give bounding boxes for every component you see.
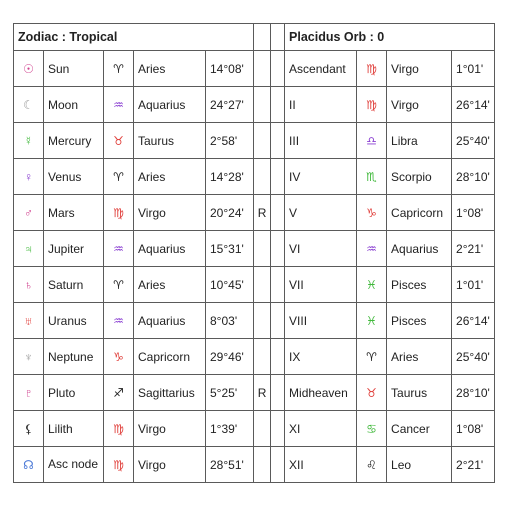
house-name: VII (285, 267, 357, 303)
house-sign-name: Pisces (387, 267, 452, 303)
house-degree: 28°10' (452, 159, 495, 195)
leo-icon: ♌ (357, 447, 387, 483)
house-sign-name: Aquarius (387, 231, 452, 267)
separator-cell (271, 231, 285, 267)
table-row (14, 123, 495, 159)
zodiac-title: Zodiac : Tropical (14, 24, 254, 51)
astrology-chart-table (13, 23, 495, 483)
house-sign-name: Cancer (387, 411, 452, 447)
cancer-icon: ♋ (357, 411, 387, 447)
sign-name: Virgo (134, 447, 206, 483)
sign-name: Aries (134, 267, 206, 303)
sun-icon: ☉ (14, 51, 44, 87)
planet-degree: 14°08' (206, 51, 254, 87)
table-row (14, 87, 495, 123)
virgo-icon: ♍ (357, 51, 387, 87)
ascending-node-icon: ☊ (14, 447, 44, 483)
house-name: XI (285, 411, 357, 447)
sign-name: Aries (134, 159, 206, 195)
table-row (14, 411, 495, 447)
uranus-icon: ♅ (14, 303, 44, 339)
retrograde-marker (254, 267, 271, 303)
house-degree: 1°08' (452, 195, 495, 231)
house-sign-name: Aries (387, 339, 452, 375)
table-row (14, 231, 495, 267)
sign-name: Sagittarius (134, 375, 206, 411)
house-name: II (285, 87, 357, 123)
house-degree: 1°01' (452, 51, 495, 87)
planet-degree: 5°25' (206, 375, 254, 411)
moon-icon: ☾ (14, 87, 44, 123)
aquarius-icon: ♒ (357, 231, 387, 267)
scorpio-icon: ♏ (357, 159, 387, 195)
house-degree: 26°14' (452, 303, 495, 339)
sign-name: Aquarius (134, 231, 206, 267)
separator-cell (271, 339, 285, 375)
planet-degree: 10°45' (206, 267, 254, 303)
planet-degree: 24°27' (206, 87, 254, 123)
house-name: XII (285, 447, 357, 483)
house-degree: 1°08' (452, 411, 495, 447)
planet-name: Moon (44, 87, 104, 123)
sign-name: Aquarius (134, 87, 206, 123)
planet-name: Lilith (44, 411, 104, 447)
virgo-icon: ♍ (104, 195, 134, 231)
libra-icon: ♎ (357, 123, 387, 159)
planet-name: Mars (44, 195, 104, 231)
table-row (14, 51, 495, 87)
table-row (14, 447, 495, 483)
retrograde-marker (254, 303, 271, 339)
aquarius-icon: ♒ (104, 231, 134, 267)
house-name: IV (285, 159, 357, 195)
pisces-icon: ♓ (357, 303, 387, 339)
table-row (14, 267, 495, 303)
house-sign-name: Scorpio (387, 159, 452, 195)
house-sign-name: Leo (387, 447, 452, 483)
planet-name: Saturn (44, 267, 104, 303)
planet-degree: 1°39' (206, 411, 254, 447)
separator-cell (271, 51, 285, 87)
planet-degree: 28°51' (206, 447, 254, 483)
retrograde-marker (254, 87, 271, 123)
house-name: III (285, 123, 357, 159)
taurus-icon: ♉ (357, 375, 387, 411)
retrograde-marker: R (254, 195, 271, 231)
pisces-icon: ♓ (357, 267, 387, 303)
planet-name: Pluto (44, 375, 104, 411)
table-row (14, 375, 495, 411)
house-degree: 25°40' (452, 339, 495, 375)
sign-name: Virgo (134, 195, 206, 231)
house-degree: 26°14' (452, 87, 495, 123)
virgo-icon: ♍ (357, 87, 387, 123)
sign-name: Aquarius (134, 303, 206, 339)
house-sign-name: Pisces (387, 303, 452, 339)
sagittarius-icon: ♐ (104, 375, 134, 411)
neptune-icon: ♆ (14, 339, 44, 375)
aquarius-icon: ♒ (104, 87, 134, 123)
house-degree: 28°10' (452, 375, 495, 411)
house-sign-name: Virgo (387, 87, 452, 123)
retrograde-marker: R (254, 375, 271, 411)
planet-degree: 8°03' (206, 303, 254, 339)
separator-cell (271, 24, 285, 51)
sign-name: Capricorn (134, 339, 206, 375)
house-name: V (285, 195, 357, 231)
virgo-icon: ♍ (104, 411, 134, 447)
retrograde-marker (254, 447, 271, 483)
retrograde-marker (254, 123, 271, 159)
mercury-icon: ☿ (14, 123, 44, 159)
planet-name: Neptune (44, 339, 104, 375)
planet-degree: 20°24' (206, 195, 254, 231)
virgo-icon: ♍ (104, 447, 134, 483)
separator-cell (271, 267, 285, 303)
taurus-icon: ♉ (104, 123, 134, 159)
saturn-icon: ♄ (14, 267, 44, 303)
separator-cell (271, 411, 285, 447)
sign-name: Taurus (134, 123, 206, 159)
separator-cell (271, 447, 285, 483)
retrograde-marker (254, 339, 271, 375)
separator-cell (271, 303, 285, 339)
pluto-icon: ♇ (14, 375, 44, 411)
house-degree: 1°01' (452, 267, 495, 303)
houses-title: Placidus Orb : 0 (285, 24, 495, 51)
house-degree: 25°40' (452, 123, 495, 159)
aries-icon: ♈ (104, 159, 134, 195)
aries-icon: ♈ (357, 339, 387, 375)
house-degree: 2°21' (452, 231, 495, 267)
capricorn-icon: ♑ (357, 195, 387, 231)
retrograde-marker (254, 51, 271, 87)
retro-header-cell (254, 24, 271, 51)
house-sign-name: Capricorn (387, 195, 452, 231)
house-sign-name: Libra (387, 123, 452, 159)
table-row (14, 159, 495, 195)
separator-cell (271, 375, 285, 411)
planet-name: Sun (44, 51, 104, 87)
sign-name: Virgo (134, 411, 206, 447)
retrograde-marker (254, 231, 271, 267)
aries-icon: ♈ (104, 267, 134, 303)
table-row (14, 339, 495, 375)
house-name: IX (285, 339, 357, 375)
house-name: VIII (285, 303, 357, 339)
house-name: Ascendant (285, 51, 357, 87)
mars-icon: ♂ (14, 195, 44, 231)
separator-cell (271, 87, 285, 123)
venus-icon: ♀ (14, 159, 44, 195)
planet-degree: 29°46' (206, 339, 254, 375)
table-row (14, 303, 495, 339)
planet-degree: 2°58' (206, 123, 254, 159)
planet-name: Mercury (44, 123, 104, 159)
separator-cell (271, 123, 285, 159)
planet-name: Jupiter (44, 231, 104, 267)
retrograde-marker (254, 159, 271, 195)
table-row (14, 195, 495, 231)
planet-degree: 15°31' (206, 231, 254, 267)
retrograde-marker (254, 411, 271, 447)
aquarius-icon: ♒ (104, 303, 134, 339)
planet-name: Uranus (44, 303, 104, 339)
header-row (14, 24, 495, 51)
planet-degree: 14°28' (206, 159, 254, 195)
lilith-icon: ⚸ (14, 411, 44, 447)
house-degree: 2°21' (452, 447, 495, 483)
aries-icon: ♈ (104, 51, 134, 87)
separator-cell (271, 159, 285, 195)
sign-name: Aries (134, 51, 206, 87)
house-name: Midheaven (285, 375, 357, 411)
jupiter-icon: ♃ (14, 231, 44, 267)
house-name: VI (285, 231, 357, 267)
planet-name: Asc node (44, 447, 104, 483)
planet-name: Venus (44, 159, 104, 195)
house-sign-name: Taurus (387, 375, 452, 411)
separator-cell (271, 195, 285, 231)
capricorn-icon: ♑ (104, 339, 134, 375)
house-sign-name: Virgo (387, 51, 452, 87)
